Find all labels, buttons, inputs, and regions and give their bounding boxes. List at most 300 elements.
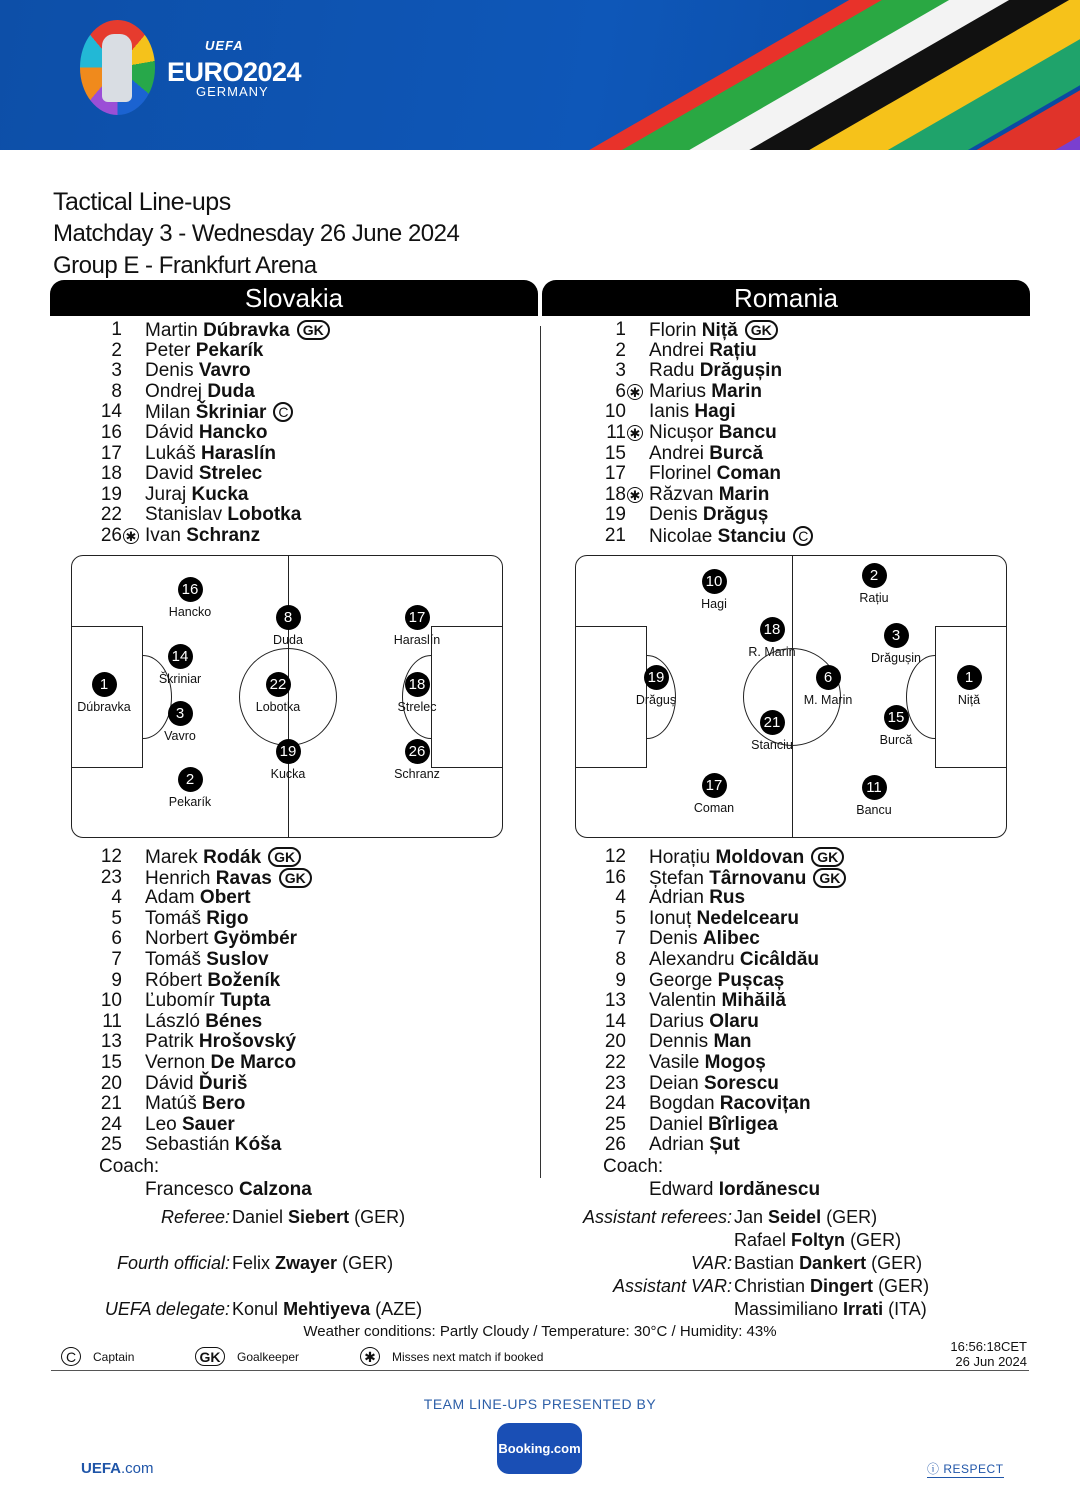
player-surname: Schranz [186,524,261,546]
booking-warning-icon: ✱ [123,528,139,544]
pitch-player-number: 19 [644,665,669,690]
player-first-name: Bogdan [649,1093,715,1115]
home-substitutes-list [70,847,530,1156]
pitch-player-number: 22 [266,672,291,697]
player-surname: Bero [202,1093,246,1115]
player-first-name: Adrian [649,1134,704,1156]
player-name [649,361,782,382]
player-surname: Târnovanu [709,867,807,889]
player-row [574,950,1034,971]
player-first-name: Denis [145,360,194,382]
player-surname: Burcă [709,442,764,464]
booking-warning-icon: ✱ [627,384,643,400]
player-first-name: Norbert [145,928,209,950]
player-surname: Obert [199,887,251,909]
player-name [649,485,769,506]
legend-captain [61,1347,134,1366]
player-row [70,464,530,485]
player-row [70,991,530,1012]
player-row [70,423,530,444]
shirt-number: 20 [100,1072,122,1094]
shirt-number: 8 [111,380,122,402]
pitch-player-number: 17 [405,605,430,630]
player-name [145,888,251,909]
player-row [574,868,1034,889]
shirt-number: 21 [100,1093,122,1115]
shirt-number: 23 [604,1072,626,1094]
player-surname: Nedelcearu [696,907,799,929]
uefa-wordmark: UEFA [205,38,244,53]
star-icon: ✱ [360,1347,380,1366]
player-row [574,505,1034,526]
pitch-player [145,767,235,809]
player-name [649,1074,779,1095]
uefa-delegate-label: UEFA delegate: [104,1299,230,1319]
shirt-number: 16 [604,866,626,888]
player-row [70,1074,530,1095]
player-name [649,505,768,526]
player-row [70,382,530,403]
assistant-var-2: Massimiliano Irrati (ITA) [734,1299,927,1319]
shirt-number: 13 [100,1031,122,1053]
player-surname: Kucka [191,483,249,505]
player-first-name: Adrian [649,887,704,909]
shirt-number: 5 [111,907,122,929]
pitch-player-number: 3 [168,701,193,726]
pitch-player-name: Stanciu [751,738,793,752]
booking-sponsor-logo[interactable]: Booking.com [497,1423,582,1474]
player-row [574,1094,1034,1115]
player-first-name: Andrei [649,442,704,464]
referee-label: Referee: [160,1207,230,1227]
player-row [574,929,1034,950]
player-row [574,1053,1034,1074]
player-first-name: Ștefan [649,867,704,889]
pitch-player-number: 17 [702,773,727,798]
player-first-name: Vernon [145,1051,206,1073]
shirt-number: 18 [604,483,626,505]
player-name [145,485,249,506]
player-name [649,1053,766,1074]
player-row [70,950,530,971]
shirt-number: 21 [604,524,626,546]
pitch-player-name: Vavro [164,729,196,743]
player-row [70,888,530,909]
player-first-name: Ľubomír [145,990,215,1012]
player-first-name: Alexandru [649,948,735,970]
player-name [649,1094,811,1115]
player-name [145,847,301,869]
var-label: VAR: [690,1253,732,1273]
shirt-number: 14 [604,1010,626,1032]
pitch-player [611,665,701,707]
player-first-name: Stanislav [145,504,223,526]
shirt-number: 23 [100,866,122,888]
player-row [574,847,1034,868]
player-surname: Rodák [203,847,262,868]
presented-by: TEAM LINE-UPS PRESENTED BY [423,1396,657,1412]
pitch-player-number: 18 [405,672,430,697]
shirt-number: 10 [604,401,626,423]
pitch-player-name: Niță [957,693,981,707]
pitch-player-number: 11 [862,775,887,800]
pitch-player-name: Drăguș [635,693,677,707]
player-first-name: Deian [649,1072,699,1094]
booking-warning-icon: ✱ [627,425,643,441]
footer-rule [51,1370,1029,1371]
shirt-number: 17 [100,442,122,464]
shirt-number: 25 [100,1134,122,1156]
goalkeeper-icon: GK [811,847,844,867]
player-name [649,402,736,423]
goalkeeper-icon: GK [297,320,330,340]
player-surname: Pușcaș [717,969,785,991]
shirt-number: 11 [606,421,626,443]
shirt-number: 22 [100,504,122,526]
player-surname: Sauer [181,1113,235,1135]
player-first-name: Denis [649,928,698,950]
player-name [649,929,760,950]
away-coach-label: Coach: [603,1156,664,1177]
player-row [574,1115,1034,1136]
player-row [70,1053,530,1074]
timestamp-time: 16:56:18CET [950,1339,1027,1354]
pitch-player-number: 2 [178,767,203,792]
player-row [70,1012,530,1033]
home-coach-label: Coach: [99,1156,160,1177]
player-name [649,382,762,403]
pitch-player [135,644,225,686]
player-name [649,971,784,992]
player-first-name: Florinel [649,463,712,485]
player-surname: Lobotka [227,504,302,526]
shirt-number: 22 [604,1051,626,1073]
player-surname: Stanciu [717,525,787,547]
shirt-number: 2 [615,339,626,361]
player-first-name: Lukáš [145,442,196,464]
player-row [574,402,1034,423]
player-name [145,444,276,465]
uefa-delegate-name: Konul Mehtiyeva (AZE) [232,1299,423,1319]
shirt-number: 17 [604,463,626,485]
player-row [70,847,530,868]
player-name [145,950,269,971]
player-first-name: Nicolae [649,525,713,547]
shirt-number: 10 [100,990,122,1012]
player-name [145,1115,235,1136]
shirt-number: 9 [111,969,122,991]
player-name [145,1053,296,1074]
player-surname: Hancko [198,421,268,443]
player-row [574,1135,1034,1156]
player-surname: Marin [711,380,762,402]
respect-link[interactable]: ⓘ RESPECT [927,1462,1004,1476]
pitch-player-name: Pekarík [168,795,212,809]
player-row [574,1032,1034,1053]
legend-captain-text: Captain [93,1349,135,1364]
player-first-name: Andrei [649,339,704,361]
player-name [649,341,757,362]
player-first-name: Ionuț [649,907,692,929]
player-surname: Drăguș [702,504,769,526]
away-substitutes-list [574,847,1034,1156]
player-first-name: Dávid [145,1072,194,1094]
player-name [649,1115,778,1136]
shirt-number: 12 [100,846,122,867]
player-surname: Pekarík [195,339,264,361]
player-row [70,929,530,950]
shirt-number: 5 [615,907,626,929]
fourth-official-label: Fourth official: [116,1253,230,1273]
shirt-number: 9 [615,969,626,991]
assistant-referee-2: Rafael Foltyn (GER) [734,1230,902,1250]
shirt-number: 16 [100,421,122,443]
player-name [145,382,255,403]
pitch-player-name: Haraslín [393,633,441,647]
goalkeeper-icon: GK [745,320,778,340]
player-first-name: Marius [649,380,707,402]
pitch-player-number: 14 [168,644,193,669]
pitch-player-number: 8 [276,605,301,630]
player-row [574,526,1034,547]
player-surname: Hagi [694,401,736,423]
player-name [145,320,330,342]
weather-conditions: Weather conditions: Partly Cloudy / Temperature: 30°C / Humidity: 43% [303,1323,777,1340]
player-name [145,1094,245,1115]
timestamp [950,1339,1027,1369]
player-surname: Bîrligea [708,1113,778,1135]
player-row [574,971,1034,992]
player-surname: Marin [718,483,770,505]
shirt-number: 1 [111,319,122,340]
goalkeeper-icon: GK [279,868,312,888]
assistant-referees-label: Assistant referees: [582,1207,732,1227]
assistant-var-label: Assistant VAR: [612,1276,732,1296]
pitch-player-number: 3 [884,623,909,648]
player-name [649,868,846,890]
pitch-player-name: Hancko [168,605,212,619]
pitch-player-number: 15 [884,705,909,730]
home-coach-name: Francesco Calzona [145,1179,312,1200]
player-first-name: Daniel [649,1113,703,1135]
shirt-number: 3 [615,360,626,382]
player-first-name: László [145,1010,200,1032]
player-first-name: Matúš [145,1093,197,1115]
player-first-name: Horațiu [649,847,711,868]
shirt-number: 19 [604,504,626,526]
pitch-player [851,623,941,665]
player-name [649,888,745,909]
player-surname: Škriniar [195,402,267,424]
player-row [70,320,530,341]
home-team-header: Slovakia [50,280,538,316]
pitch-player [829,563,919,605]
column-divider [540,326,541,1178]
pitch-player [243,739,333,781]
player-row [574,341,1034,362]
player-first-name: Juraj [145,483,187,505]
player-name [145,505,301,526]
shirt-number: 13 [604,990,626,1012]
uefa-com-link[interactable]: UEFA.com [81,1460,154,1477]
player-first-name: Dávid [145,421,194,443]
matchday-line: Matchday 3 - Wednesday 26 June 2024 [53,220,460,247]
player-name [649,1012,759,1033]
pitch-player-number: 2 [862,563,887,588]
player-surname: Moldovan [715,847,805,868]
player-first-name: Tomáš [145,907,201,929]
euro-trophy-logo [80,20,155,115]
player-name [145,423,268,444]
header-banner [0,0,1080,150]
timestamp-date: 26 Jun 2024 [955,1354,1027,1369]
pitch-player [372,605,462,647]
player-surname: Bénes [205,1010,263,1032]
player-surname: Strelec [198,463,263,485]
goalkeeper-icon: GK [813,868,846,888]
pitch-player [851,705,941,747]
pitch-player [372,739,462,781]
away-starting-list [574,320,1034,547]
pitch-player [669,569,759,611]
player-first-name: Milan [145,402,191,424]
pitch-player-number: 26 [405,739,430,764]
player-row [574,485,1034,506]
player-first-name: Martin [145,320,198,341]
pitch-player-name: M. Marin [803,693,853,707]
player-name [145,526,260,547]
player-surname: Mogoș [704,1051,766,1073]
shirt-number: 19 [100,483,122,505]
legend-goalkeeper-text: Goalkeeper [237,1349,300,1364]
shirt-number: 20 [604,1031,626,1053]
player-name [649,991,786,1012]
player-surname: Dúbravka [203,320,290,341]
player-name [145,1135,281,1156]
pitch-player-name: Rațiu [859,591,889,605]
referee-name: Daniel Siebert (GER) [232,1207,406,1227]
shirt-number: 11 [102,1010,122,1032]
pitch-player-name: Schranz [394,767,440,781]
player-first-name: Henrich [145,867,211,889]
player-first-name: Dennis [649,1031,709,1053]
player-surname: Olaru [709,1010,759,1032]
home-starting-list [70,320,530,547]
pitch-player [669,773,759,815]
player-row [70,1094,530,1115]
player-row [70,361,530,382]
pitch-player-number: 10 [702,569,727,594]
pitch-player-name: Hagi [701,597,727,611]
assistant-var-1: Christian Dingert (GER) [734,1276,930,1296]
pitch-player-number: 6 [816,665,841,690]
player-first-name: Adam [145,887,195,909]
shirt-number: 6 [615,380,626,402]
pitch-player-name: Strelec [397,700,437,714]
player-first-name: Răzvan [649,483,714,505]
legend-suspension [360,1347,543,1366]
player-name [145,464,262,485]
player-first-name: Florin [649,320,697,341]
player-surname: Vavro [198,360,251,382]
player-name [649,950,819,971]
shirt-number: 18 [100,463,122,485]
player-surname: Hrošovský [198,1031,297,1053]
player-surname: Rațiu [709,339,757,361]
pitch-player-number: 19 [276,739,301,764]
away-team-header: Romania [542,280,1030,316]
player-name [145,971,280,992]
goalkeeper-icon: GK [268,847,301,867]
pitch-player-name: Burcă [879,733,913,747]
legend-suspension-text: Misses next match if booked [392,1349,544,1364]
player-surname: Niță [701,320,738,341]
player-row [574,361,1034,382]
shirt-number: 24 [100,1113,122,1135]
player-row [574,909,1034,930]
shirt-number: 7 [615,928,626,950]
player-first-name: Patrik [145,1031,194,1053]
pitch-player [924,665,1014,707]
shirt-number: 6 [111,928,122,950]
player-row [574,888,1034,909]
home-pitch [71,555,503,838]
pitch-player-number: 21 [760,710,785,735]
player-row [574,382,1034,403]
player-first-name: Tomáš [145,948,201,970]
pitch-player-name: Škriniar [158,672,202,686]
shirt-number: 4 [615,887,626,909]
player-surname: Boženík [207,969,281,991]
shirt-number: 24 [604,1093,626,1115]
pitch-player-name: R. Marin [748,645,796,659]
legend-goalkeeper [195,1347,299,1366]
var-name: Bastian Dankert (GER) [734,1253,923,1273]
away-coach-name: Edward Iordănescu [649,1179,821,1200]
player-row [70,526,530,547]
pitch-player-number: 1 [957,665,982,690]
shirt-number: 15 [100,1051,122,1073]
player-row [574,1074,1034,1095]
goalkeeper-icon: GK [195,1347,225,1366]
shirt-number: 2 [111,339,122,361]
pitch-player [727,617,817,659]
player-surname: Gyömbér [213,928,298,950]
player-surname: Drăgușin [699,360,783,382]
group-venue-line: Group E - Frankfurt Arena [53,252,317,279]
assistant-referee-1: Jan Seidel (GER) [734,1207,878,1227]
player-surname: Man [713,1031,752,1053]
shirt-number: 12 [604,846,626,867]
player-row [574,423,1034,444]
player-surname: Duda [207,380,255,402]
player-first-name: Denis [649,504,698,526]
player-row [70,971,530,992]
euro-wordmark: EURO2024 [167,57,302,87]
player-name [145,402,293,424]
player-name [649,526,813,548]
player-surname: Mihăilă [721,990,786,1012]
player-surname: Suslov [206,948,269,970]
player-surname: Bancu [718,421,777,443]
player-first-name: Radu [649,360,695,382]
shirt-number: 14 [100,401,122,423]
pitch-player [135,701,225,743]
pitch-player-name: Kucka [270,767,306,781]
shirt-number: 26 [604,1134,626,1156]
player-row [70,485,530,506]
shirt-number: 7 [111,948,122,970]
